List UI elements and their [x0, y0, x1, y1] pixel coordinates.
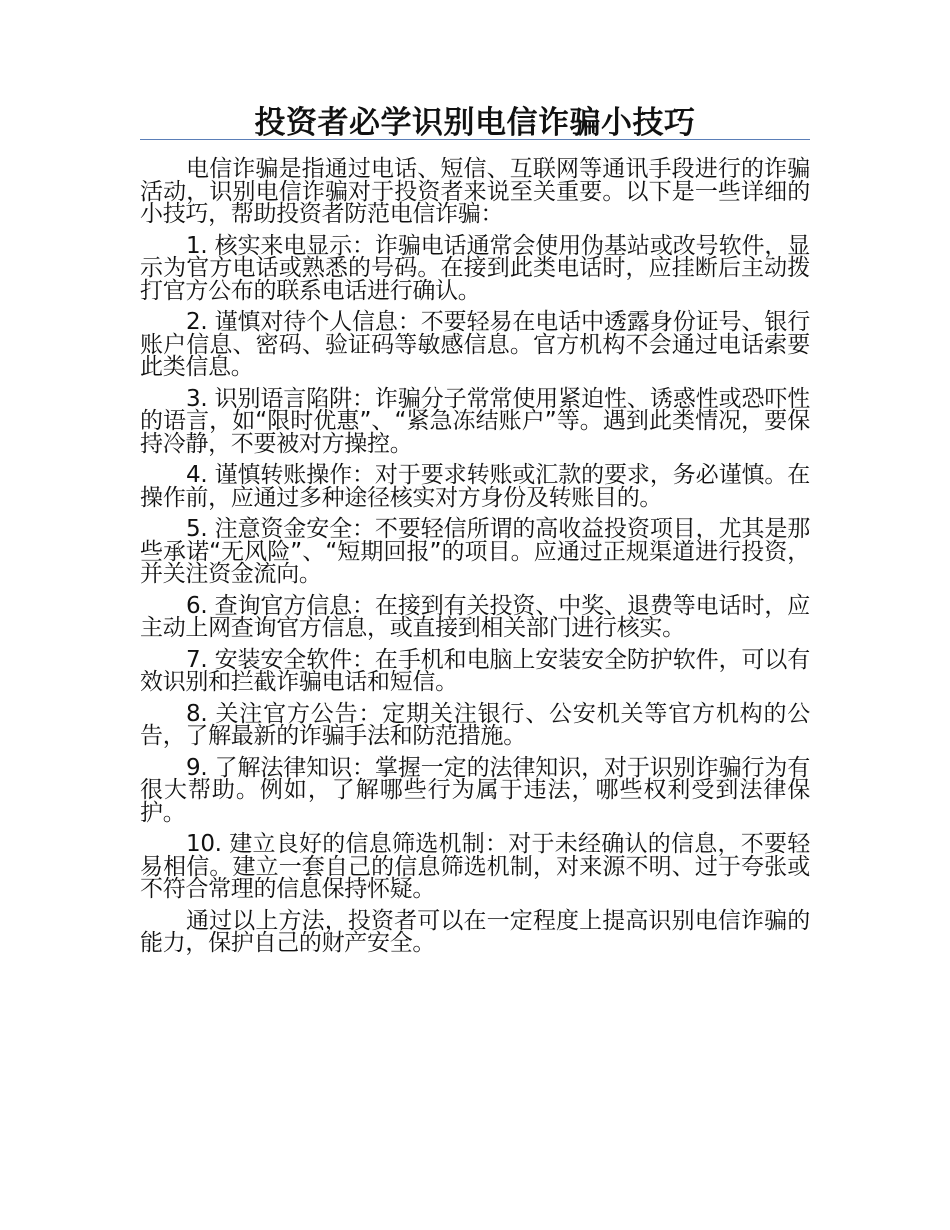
- tip-3-paragraph: 3. 识别语言陷阱：诈骗分子常常使用紧迫性、诱惑性或恐吓性的语言，如“限时优惠”、“紧急冻结账户”等。遇到此类情况，要保持冷静，不要被对方操控。: [140, 385, 810, 457]
- document-title: 投资者必学识别电信诈骗小技巧: [254, 105, 696, 141]
- tip-2-paragraph: 2. 谨慎对待个人信息：不要轻易在电话中透露身份证号、银行账户信息、密码、验证码等敏感信息。官方机构不会通过电话索要此类信息。: [140, 309, 810, 380]
- tip-9-paragraph: 9. 了解法律知识：掌握一定的法律知识，对于识别诈骗行为有很大帮助。例如，了解哪些行为属于违法，哪些权利受到法律保护。: [140, 754, 810, 826]
- tip-5-paragraph: 5. 注意资金安全：不要轻信所谓的高收益投资项目，尤其是那些承诺“无风险”、“短期回报”的项目。应通过正规渠道进行投资，并关注资金流向。: [140, 516, 810, 587]
- tip-7-paragraph: 7. 安装安全软件：在手机和电脑上安装安全防护软件，可以有效识别和拦截诈骗电话和短信。: [140, 646, 810, 695]
- tip-10-paragraph: 10. 建立良好的信息筛选机制：对于未经确认的信息，不要轻易相信。建立一套自己的信息筛选机制，对来源不明、过于夸张或不符合常理的信息保持怀疑。: [140, 831, 810, 902]
- document-body: [140, 158, 810, 964]
- tip-8-paragraph: 8. 关注官方公告：定期关注银行、公安机关等官方机构的公告，了解最新的诈骗手法和防范措施。: [140, 700, 810, 749]
- tip-6-paragraph: 6. 查询官方信息：在接到有关投资、中奖、退费等电话时，应主动上网查询官方信息，或直接到相关部门进行核实。: [140, 592, 810, 641]
- tip-4-paragraph: 4. 谨慎转账操作：对于要求转账或汇款的要求，务必谨慎。在操作前，应通过多种途径核实对方身份及转账目的。: [140, 462, 810, 511]
- intro-paragraph: 电信诈骗是指通过电话、短信、互联网等通讯手段进行的诈骗活动，识别电信诈骗对于投资者来说至关重要。以下是一些详细的小技巧，帮助投资者防范电信诈骗：: [140, 156, 810, 227]
- title-underline: [140, 139, 810, 140]
- conclusion-paragraph: 通过以上方法，投资者可以在一定程度上提高识别电信诈骗的能力，保护自己的财产安全。: [140, 907, 810, 956]
- tip-1-paragraph: 1. 核实来电显示：诈骗电话通常会使用伪基站或改号软件，显示为官方电话或熟悉的号码。在接到此类电话时，应挂断后主动拨打官方公布的联系电话进行确认。: [140, 232, 810, 304]
